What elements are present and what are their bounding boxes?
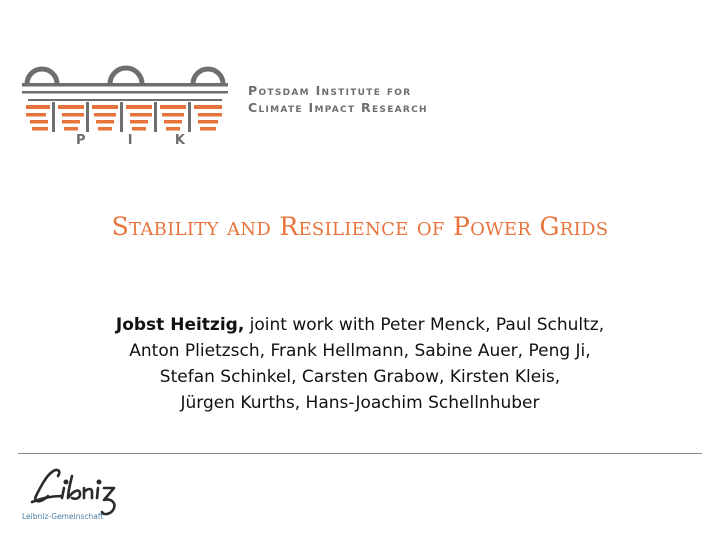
institute-name (248, 82, 428, 116)
author-line-3: Stefan Schinkel, Carsten Grabow, Kirsten Kleis, (159, 367, 561, 387)
author-line-1 (40, 312, 680, 338)
author-list (40, 312, 680, 416)
pik-letter-p: P (76, 133, 87, 148)
pik-letter-k: K (174, 133, 186, 148)
slide-title: Stability and Resilience of Power Grids (111, 212, 609, 241)
author-line-4: Jürgen Kurths, Hans-Joachim Schellnhuber (180, 393, 540, 413)
pik-letters (76, 133, 186, 148)
leibniz-label: Leibniz-Gemeinschaft (22, 512, 104, 521)
institute-name-line1: Potsdam Institute for (248, 83, 412, 98)
author-line-2: Anton Plietzsch, Frank Hellmann, Sabine Auer, Peng Ji, (129, 341, 591, 361)
footer-divider (18, 453, 702, 454)
pik-letter-i: I (127, 133, 134, 148)
lead-author: Jobst Heitzig, (115, 315, 245, 335)
institute-name-line2: Climate Impact Research (248, 100, 428, 115)
author-line-1-rest: joint work with Peter Menck, Paul Schultz, (244, 315, 605, 335)
leibniz-signature-icon (22, 466, 127, 518)
